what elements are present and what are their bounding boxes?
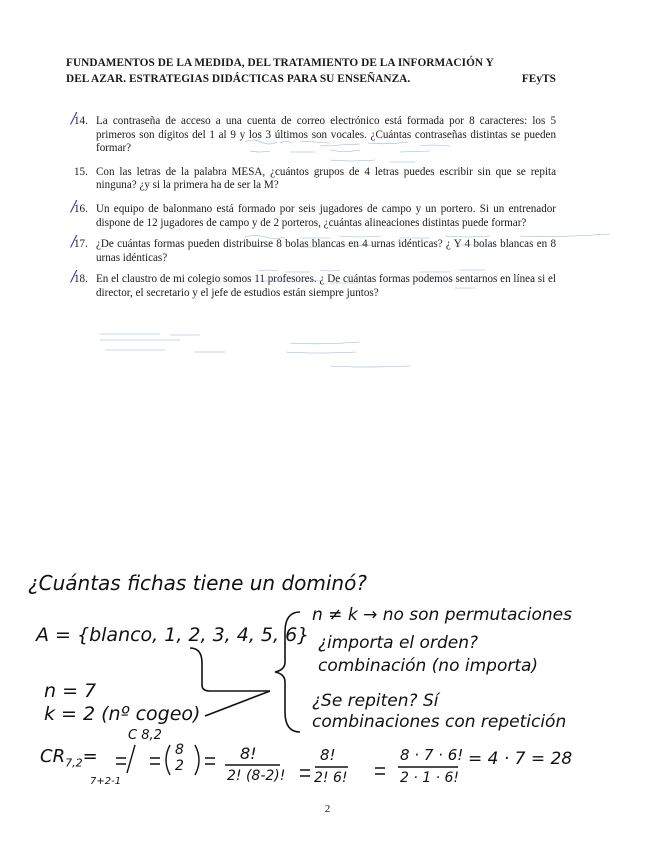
problem-number: 18. — [74, 273, 88, 286]
handwritten-k: k = 2 (nº cogeo) — [44, 703, 201, 725]
cr-subscript: 7,2 — [65, 756, 83, 770]
note-order: ¿importa el orden? — [318, 633, 478, 653]
fraction-1-numerator: 8! — [240, 744, 257, 763]
note-combination: combinación (no importa) — [318, 656, 539, 676]
problem-text: ¿De cuántas formas pueden distribuirse 8 bolas blancas en 4 urnas idénticas? ¿ Y 4 bolas blancas en 8 urnas idénticas? — [96, 238, 556, 264]
c82-note: C 8,2 — [128, 728, 162, 743]
problem-number: 16. — [74, 202, 88, 215]
note-permutations: n ≠ k → no son permutaciones — [312, 605, 572, 625]
check-mark-icon: / — [71, 109, 77, 127]
note-repetition-question: ¿Se repiten? Sí — [312, 691, 439, 711]
check-mark-icon: / — [71, 196, 77, 215]
problem-number: 15. — [74, 165, 88, 178]
problem-text: Un equipo de balonmano está formado por seis jugadores de campo y un portero. Si un entrenador dispone de 12 jugadores de campo y de 2 porteros, ¿cuántas alineaciones distintas puede formar? — [96, 202, 556, 229]
problem-text: En el claustro de mi colegio somos 11 profesores. ¿ De cuántas formas podemos sentarnos en línea si el director, el secretario y el jefe de estudios están siempre juntos? — [96, 273, 556, 299]
binom-top: 8 — [175, 742, 184, 758]
header-course-title: DEL AZAR. ESTRATEGIAS DIDÁCTICAS PARA SU ENSEÑANZA. — [66, 73, 411, 85]
binom-bottom: 2 — [175, 758, 184, 774]
handwritten-n: n = 7 — [44, 680, 97, 702]
sub-note: 7+2-1 — [90, 776, 122, 787]
problem-number: 14. — [74, 115, 88, 127]
check-mark-icon: / — [71, 267, 77, 286]
final-result: = 4 · 7 = 28 — [468, 749, 573, 769]
fraction-1-denominator: 2! (8-2)! — [227, 768, 286, 784]
note-combinations-repetition: combinaciones con repetición — [312, 712, 567, 732]
cr-label: CR — [40, 746, 66, 767]
page-number: 2 — [324, 803, 331, 815]
header-line-1: FUNDAMENTOS DE LA MEDIDA, DEL TRATAMIENTO DE LA INFORMACIÓN Y — [66, 57, 494, 69]
problem-number: 17. — [74, 238, 88, 251]
fraction-3-denominator: 2 · 1 · 6! — [400, 770, 460, 786]
fraction-2-numerator: 8! — [320, 746, 336, 764]
header-abbreviation: FEyTS — [521, 73, 556, 85]
problem-text: Con las letras de la palabra MESA, ¿cuántos grupos de 4 letras puedes escribir sin que se repita ninguna? ¿y si la primera ha de ser la M? — [96, 165, 556, 192]
equals-sign: = — [82, 746, 98, 767]
check-mark-icon: / — [71, 232, 77, 251]
handwritten-question: ¿Cuántas fichas tiene un dominó? — [28, 571, 367, 595]
fraction-2-denominator: 2! 6! — [314, 770, 348, 786]
handwritten-set: A = {blanco, 1, 2, 3, 4, 5, 6} — [36, 624, 310, 646]
fraction-3-numerator: 8 · 7 · 6! — [400, 746, 464, 764]
problem-text: La contraseña de acceso a una cuenta de correo electrónico está formada por 8 caracteres: los 5 primeros son dígitos del 1 al 9 y los 3 últimos son vocales. ¿Cuántas contraseñas distintas se pueden formar? — [96, 115, 556, 155]
